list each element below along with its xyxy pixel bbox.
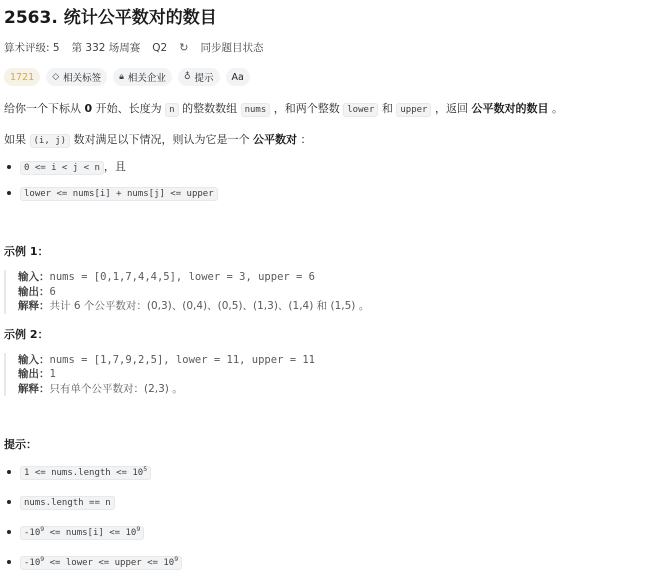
text: ： [297,133,312,146]
description-paragraph-2 [4,131,644,150]
inline-code: n [165,103,178,117]
hints-title: 提示： [4,438,37,451]
text: -10 [24,558,41,568]
refresh-icon: ↻ [179,41,189,54]
label: 输入： [18,271,50,283]
label: 输出： [18,368,50,380]
text: 。 [548,102,563,115]
list-item [4,184,644,203]
inline-code: lower <= nums[i] + nums[j] <= upper [20,187,218,201]
list-item [4,158,644,177]
inline-code: (i, j) [30,134,71,148]
bold-text: 公平数对的数目 [471,102,549,115]
text: 数对满足以下情况，则认为它是一个 [70,133,254,146]
text: 和 [378,102,397,115]
related-tags-button[interactable] [46,68,107,86]
list-item [4,553,644,572]
sync-status-label: 同步题目状态 [200,42,264,54]
list-item [4,523,644,542]
hint-label: 提示 [194,73,214,84]
description-paragraph-1 [4,100,644,119]
companies-label: 相关企业 [127,73,166,84]
text: 1 <= nums.length <= 10 [24,468,144,478]
inline-code: nums.length == n [20,496,115,510]
inline-code: 0 <= i < j < n [20,161,104,175]
inline-code [20,466,151,480]
text: 给你一个下标从 [4,102,85,115]
example-input [18,270,644,285]
related-tags-label: 相关标签 [63,73,102,84]
label: 解释： [18,300,50,312]
text: <= nums[i] <= 10 [44,528,137,538]
problem-panel [4,0,644,572]
value: 6 [49,285,56,298]
text: <= lower <= upper <= 10 [44,558,175,568]
lightbulb-icon: ♁ [183,72,191,82]
example-box [4,353,644,397]
inline-code: lower [343,103,378,117]
inline-code: upper [396,103,431,117]
text: 如果 [4,133,30,146]
example-input [18,353,644,368]
problem-meta [4,40,644,56]
font-size-label: Aa [231,71,244,83]
constraints-list [4,463,644,572]
value: nums = [0,1,7,4,4,5], lower = 3, upper = 6 [49,271,316,283]
text: -10 [24,528,41,538]
companies-button[interactable] [113,68,172,86]
bold-text: 公平数对 [253,133,298,146]
text: ，且 [103,160,126,173]
font-size-button[interactable] [226,68,250,86]
example-explanation [18,299,644,314]
problem-title: 2563. 统计公平数对的数目 [4,8,217,28]
list-item [4,493,644,512]
label: 输出： [18,285,50,298]
text: 的整数数组 [178,102,241,115]
text: ，返回 [431,102,472,115]
inline-code [20,526,144,540]
lock-icon: 🔒︎ [119,72,124,82]
inline-code: nums [241,103,271,117]
label: 输入： [18,353,50,366]
hint-button[interactable] [178,68,220,86]
value: 1 [49,368,56,380]
exponent: 9 [40,525,45,533]
tag-bar [4,68,644,86]
example-explanation [18,382,644,397]
text: 开始、长度为 [92,102,166,115]
question-number: Q2 [152,42,168,54]
tag-icon: ◇ [52,72,60,82]
example-title: 示例 2： [4,327,49,341]
exponent: 9 [40,555,45,563]
example-output [18,285,644,300]
rating-label: 算术评级: 5 [4,42,60,54]
difficulty-badge[interactable]: 1721 [4,68,40,86]
condition-list [4,158,644,203]
exponent: 5 [143,465,148,473]
example-output [18,367,644,382]
value: 共计 6 个公平数对：(0,3)、(0,4)、(0,5)、(1,3)、(1,4) 和 (1,5) 。 [49,300,370,312]
list-item [4,463,644,482]
bold-text: 0 [84,102,93,115]
inline-code [20,556,182,570]
label: 解释： [18,382,50,395]
example-box [4,270,644,314]
sync-status-button[interactable] [179,40,275,56]
contest-link[interactable]: 第 332 场周赛 [71,42,141,54]
value: 只有单个公平数对：(2,3) 。 [49,382,183,395]
exponent: 9 [136,525,141,533]
text: ，和两个整数 [270,102,344,115]
example-title: 示例 1： [4,245,49,258]
value: nums = [1,7,9,2,5], lower = 11, upper = 11 [49,353,316,366]
exponent: 9 [174,555,179,563]
